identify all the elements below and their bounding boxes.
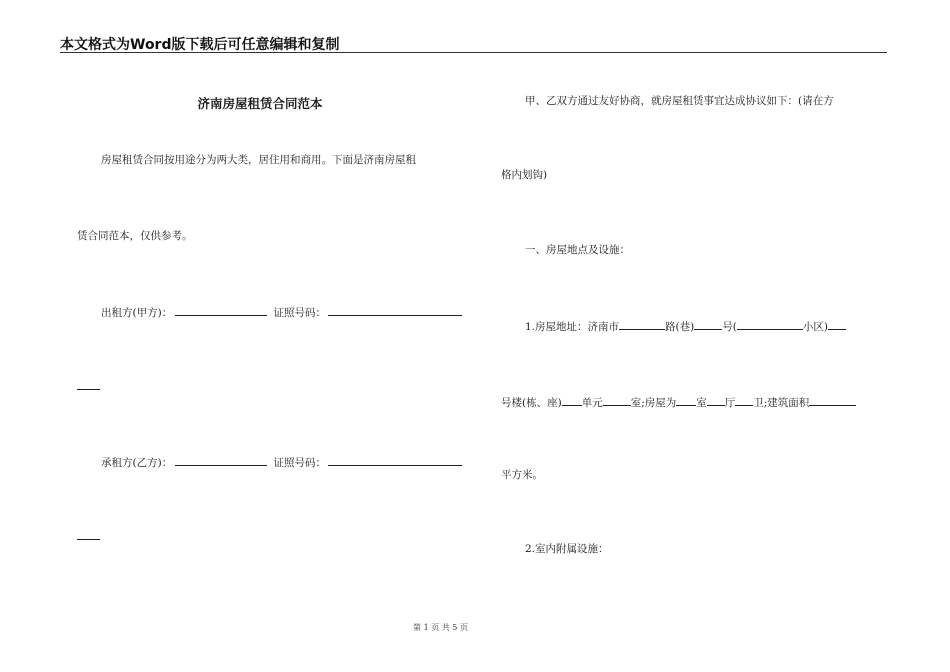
address-row-1 [525,318,846,334]
address-row-2 [501,394,856,410]
building-label: 号楼(栋、座) [501,397,562,409]
halls-count-blank[interactable] [707,394,725,406]
community-name-blank[interactable] [737,318,803,330]
lessor-row [101,304,462,320]
room-number-blank[interactable] [603,394,631,406]
section-1-heading: 一、房屋地点及设施： [525,244,630,256]
rooms-label: 室 [696,397,707,409]
number-label: 号( [722,321,737,333]
city-label: 济南市 [587,321,620,333]
baths-area-label: 卫;建筑面积 [753,397,810,409]
building-number-blank[interactable] [828,318,846,330]
lessor-id-label: 证照号码： [273,307,327,319]
intro-line-1: 房屋租赁合同按用途分为两大类，居住用和商用。下面是济南房屋租 [101,154,416,166]
lessor-label: 出租方(甲方)： [101,307,173,319]
unit-number-blank[interactable] [562,394,582,406]
baths-count-blank[interactable] [735,394,753,406]
header-divider [60,52,887,53]
community-label: 小区) [802,321,828,333]
page-number-footer: 第 1 页 共 5 页 [413,623,468,632]
lessee-id-label: 证照号码： [273,457,327,469]
unit-label: 单元 [581,397,603,409]
house-number-blank[interactable] [694,318,722,330]
address-label: 1.房屋地址： [525,321,588,333]
document-header-text: 本文格式为Word版下载后可任意编辑和复制 [60,37,340,53]
lessee-row [101,454,462,470]
area-unit: 平方米。 [501,469,543,481]
room-label: 室;房屋为 [630,397,677,409]
lessee-id-blank[interactable] [328,454,462,466]
lessee-id-blank-continuation[interactable] [77,539,100,540]
agreement-line-1: 甲、乙双方通过友好协商，就房屋租赁事宜达成协议如下：(请在方 [525,95,834,107]
facilities-label: 2.室内附属设施： [525,543,609,555]
agreement-line-2: 格内划钩) [501,169,548,181]
road-label: 路(巷) [665,321,695,333]
lessee-name-blank[interactable] [175,454,267,466]
lessor-id-blank-continuation[interactable] [77,389,100,390]
lessee-label: 承租方(乙方)： [101,457,173,469]
intro-line-2: 赁合同范本，仅供参考。 [77,230,193,242]
lessor-name-blank[interactable] [175,304,267,316]
rooms-count-blank[interactable] [676,394,696,406]
halls-label: 厅 [724,397,736,409]
lessor-id-blank[interactable] [328,304,462,316]
document-title: 济南房屋租赁合同范本 [197,96,323,111]
road-name-blank[interactable] [619,318,665,330]
floor-area-blank[interactable] [809,394,856,406]
